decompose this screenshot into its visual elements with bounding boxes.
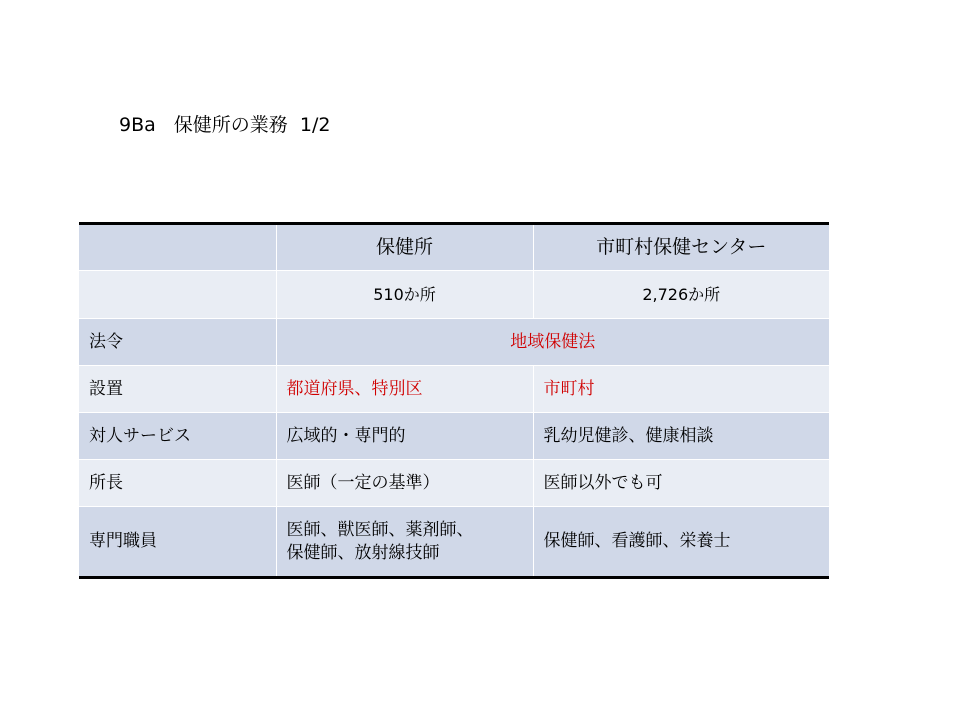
staff-hokenjo-line2: 保健師、放射線技師 (286, 542, 440, 563)
table-row-count (79, 271, 829, 319)
count-hokenjo: 510か所 (276, 271, 533, 319)
establishment-hokenjo: 都道府県、特別区 (276, 366, 533, 413)
row-label-director: 所長 (79, 460, 276, 507)
table-row-services (79, 413, 829, 460)
staff-hokenjo-line1: 医師、獣医師、薬剤師、 (286, 519, 474, 540)
slide-title (119, 112, 330, 138)
services-center: 乳幼児健診、健康相談 (533, 413, 829, 460)
table-row-director (79, 460, 829, 507)
header-cell-center: 市町村保健センター (533, 225, 829, 271)
row-label-staff: 専門職員 (79, 507, 276, 577)
header-cell-empty (79, 225, 276, 271)
services-hokenjo: 広域的・専門的 (276, 413, 533, 460)
director-hokenjo: 医師（一定の基準） (276, 460, 533, 507)
row-label-services: 対人サービス (79, 413, 276, 460)
law-value: 地域保健法 (276, 319, 829, 366)
comparison-table (79, 222, 829, 579)
staff-hokenjo (276, 507, 533, 577)
table-row-law (79, 319, 829, 366)
slide-code: 9Ba (119, 114, 156, 136)
row-label-law: 法令 (79, 319, 276, 366)
count-label-empty (79, 271, 276, 319)
row-label-establishment: 設置 (79, 366, 276, 413)
table-header-row (79, 225, 829, 271)
staff-center: 保健師、看護師、栄養士 (533, 507, 829, 577)
header-cell-hokenjo: 保健所 (276, 225, 533, 271)
table-row-staff (79, 507, 829, 577)
slide-page-number: 1/2 (299, 114, 331, 136)
establishment-center: 市町村 (533, 366, 829, 413)
slide-title-text: 保健所の業務 (173, 114, 288, 136)
director-center: 医師以外でも可 (533, 460, 829, 507)
count-center: 2,726か所 (533, 271, 829, 319)
table-row-establishment (79, 366, 829, 413)
